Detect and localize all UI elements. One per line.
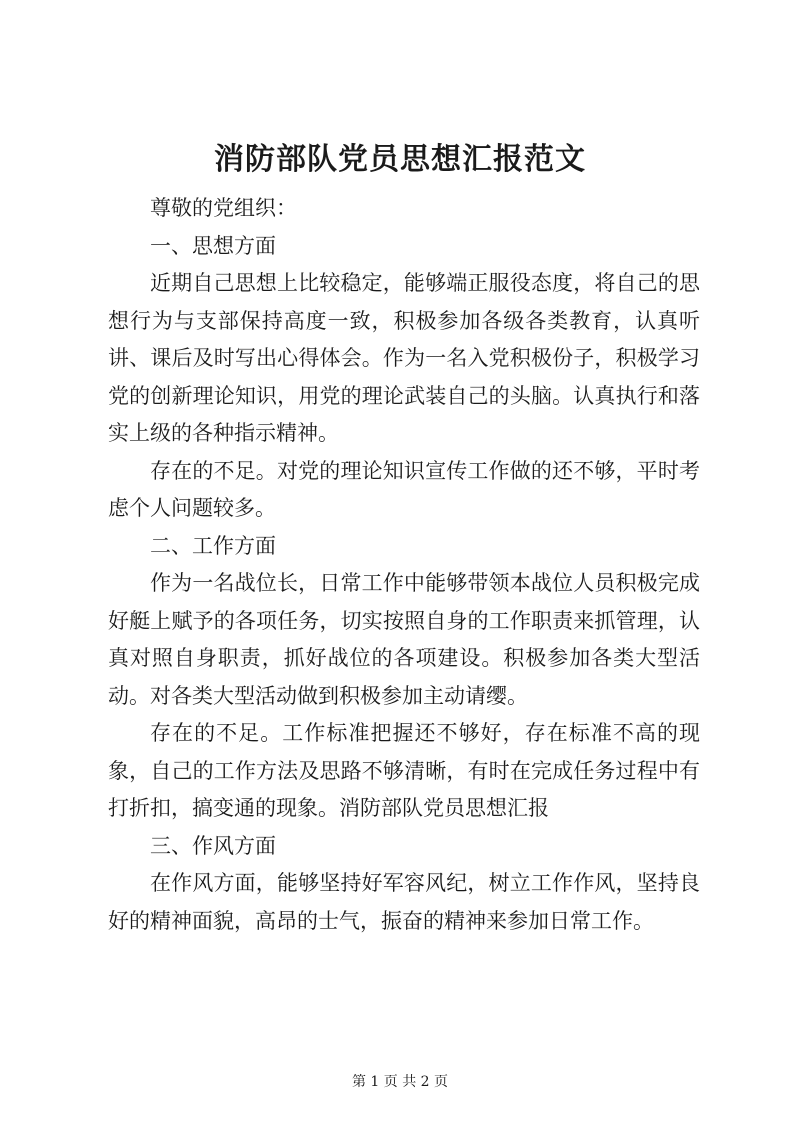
section-heading-work: 二、工作方面 [150,533,276,558]
section-heading-thought: 一、思想方面 [150,233,276,258]
salutation: 尊敬的党组织： [150,196,297,220]
paragraph-thought: 近期自己思想上比较稳定，能够端正服役态度，将自己的思想行为与支部保持高度一致，积极参加各级各类教育，认真听讲、课后及时写出心得体会。作为一名入党积极份子，积极学习党的创新理论知识，用党的理论武装自己的头脑。认真执行和落实上级的各种指示精神。 [108,271,700,445]
paragraph-thought-shortcomings: 存在的不足。对党的理论知识宣传工作做的还不够，平时考虑个人问题较多。 [108,458,700,520]
page-footer [0,1072,800,1092]
paragraph-style: 在作风方面，能够坚持好军容风纪，树立工作作风，坚持良好的精神面貌，高昂的士气，振奋的精神来参加日常工作。 [108,871,700,933]
document-body [108,190,700,940]
paragraph-work-shortcomings: 存在的不足。工作标准把握还不够好，存在标准不高的现象，自己的工作方法及思路不够清晰，有时在完成任务过程中有打折扣，搞变通的现象。消防部队党员思想汇报 [108,721,700,820]
paragraph-work: 作为一名战位长，日常工作中能够带领本战位人员积极完成好艇上赋予的各项任务，切实按照自身的工作职责来抓管理，认真对照自身职责，抓好战位的各项建设。积极参加各类大型活动。对各类大型活动做到积极参加主动请缨。 [108,571,700,708]
document-title: 消防部队党员思想汇报范文 [214,142,586,177]
page-indicator: 第 1 页 共 2 页 [351,1074,449,1090]
section-heading-style: 三、作风方面 [150,833,276,858]
